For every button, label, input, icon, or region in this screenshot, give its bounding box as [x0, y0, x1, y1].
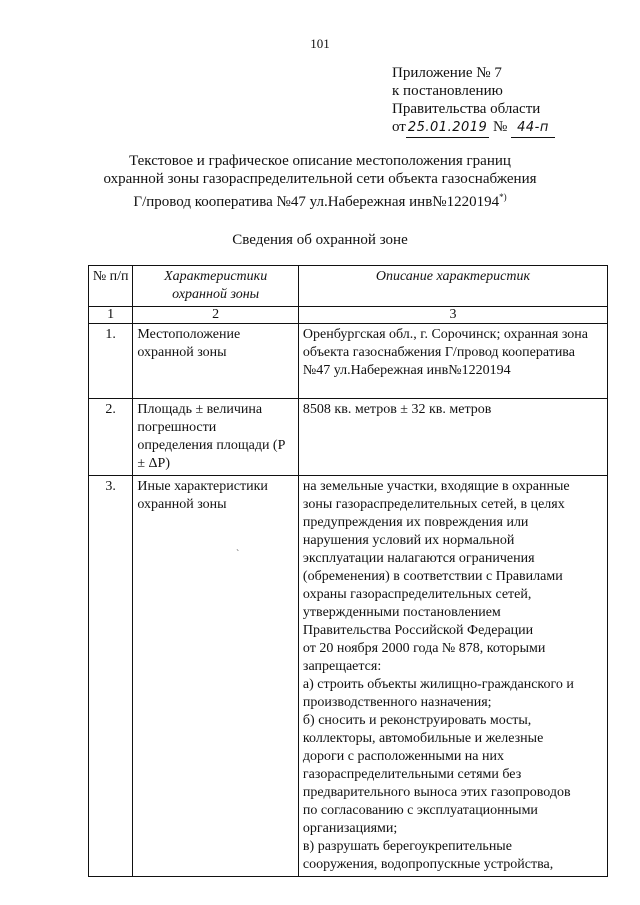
description-line: б) сносить и реконструировать мосты, — [302, 713, 532, 728]
description-line: производственного назначения; — [302, 695, 492, 710]
header-description: Описание характеристик — [298, 266, 607, 307]
title-line: Текстовое и графическое описание местоположения границ — [129, 153, 511, 169]
description-line: (обременения) в соответствии с Правилами — [302, 569, 563, 584]
description-line: газораспределительными сетями без — [302, 767, 522, 782]
table-header-row — [89, 266, 608, 307]
table-row — [89, 476, 608, 877]
appendix-line: к постановлению — [392, 83, 503, 99]
column-number: 1 — [89, 307, 133, 324]
row-description-multiline — [298, 476, 607, 877]
column-number: 2 — [133, 307, 299, 324]
description-line: Правительства Российской Федерации — [302, 623, 534, 638]
description-line: утвержденными постановлением — [302, 605, 501, 620]
section-title: Сведения об охранной зоне — [232, 232, 408, 248]
row-number: 2. — [89, 399, 133, 476]
description-line: эксплуатации налагаются ограничения — [302, 551, 535, 566]
description-line: коллекторы, автомобильные и железные — [302, 731, 544, 746]
description-line: от 20 ноября 2000 года № 878, которыми — [302, 641, 546, 656]
title-line: охранной зоны газораспределительной сети объекта газоснабжения — [103, 171, 537, 187]
description-line: нарушения условий их нормальной — [302, 533, 515, 548]
description-line: по согласованию с эксплуатационными — [302, 803, 538, 818]
header-characteristic: Характеристики охранной зоны — [133, 266, 299, 307]
description-line: а) строить объекты жилищно-гражданского и — [302, 677, 574, 692]
row-number: 3. — [89, 476, 133, 877]
row-number: 1. — [89, 324, 133, 399]
appendix-date-line — [392, 118, 555, 138]
description-line: охраны газораспределительных сетей, — [302, 587, 532, 602]
row-characteristic: Площадь ± величина погрешности определения площади (Р ± ΔР) — [133, 399, 299, 476]
handwritten-number: 44-п — [511, 119, 555, 138]
description-line: запрещается: — [302, 659, 382, 674]
protection-zone-table — [88, 265, 608, 877]
row-characteristic: Иные характеристики охранной зоны — [133, 476, 299, 877]
description-line: сооружения, водопропускные устройства, — [302, 857, 554, 872]
description-line: дороги с расположенными на них — [302, 749, 505, 764]
scan-mark: ` — [236, 549, 240, 560]
title-line: Г/провод кооператива №47 ул.Набережная инв№1220194 — [133, 194, 500, 210]
description-line: предварительного выноса этих газопроводов — [302, 785, 571, 800]
date-prefix: от — [392, 119, 406, 135]
row-description: 8508 кв. метров ± 32 кв. метров — [298, 399, 607, 476]
column-number: 3 — [298, 307, 607, 324]
footnote-mark: *) — [499, 192, 507, 202]
appendix-block — [392, 64, 555, 138]
appendix-line: Правительства области — [392, 101, 541, 117]
description-line: на земельные участки, входящие в охранные — [302, 479, 570, 494]
appendix-line: Приложение № 7 — [392, 65, 502, 81]
row-description: Оренбургская обл., г. Сорочинск; охранная зона объекта газоснабжения Г/провод кооператива №47 ул.Набережная инв№1220194 — [298, 324, 607, 399]
number-prefix: № — [493, 119, 508, 135]
title-line-3 — [0, 188, 640, 211]
table-row — [89, 324, 608, 399]
description-line: зоны газораспределительных сетей, в целях — [302, 497, 565, 512]
description-line: в) разрушать берегоукрепительные — [302, 839, 512, 854]
document-title — [0, 152, 640, 211]
column-number-row — [89, 307, 608, 324]
page-number: 101 — [310, 36, 330, 51]
description-line: предупреждения их повреждения или — [302, 515, 529, 530]
description-line: организациями; — [302, 821, 398, 836]
header-num: № п/п — [89, 266, 133, 307]
handwritten-date: 25.01.2019 — [406, 119, 489, 138]
row-characteristic: Местоположение охранной зоны — [133, 324, 299, 399]
table-row — [89, 399, 608, 476]
